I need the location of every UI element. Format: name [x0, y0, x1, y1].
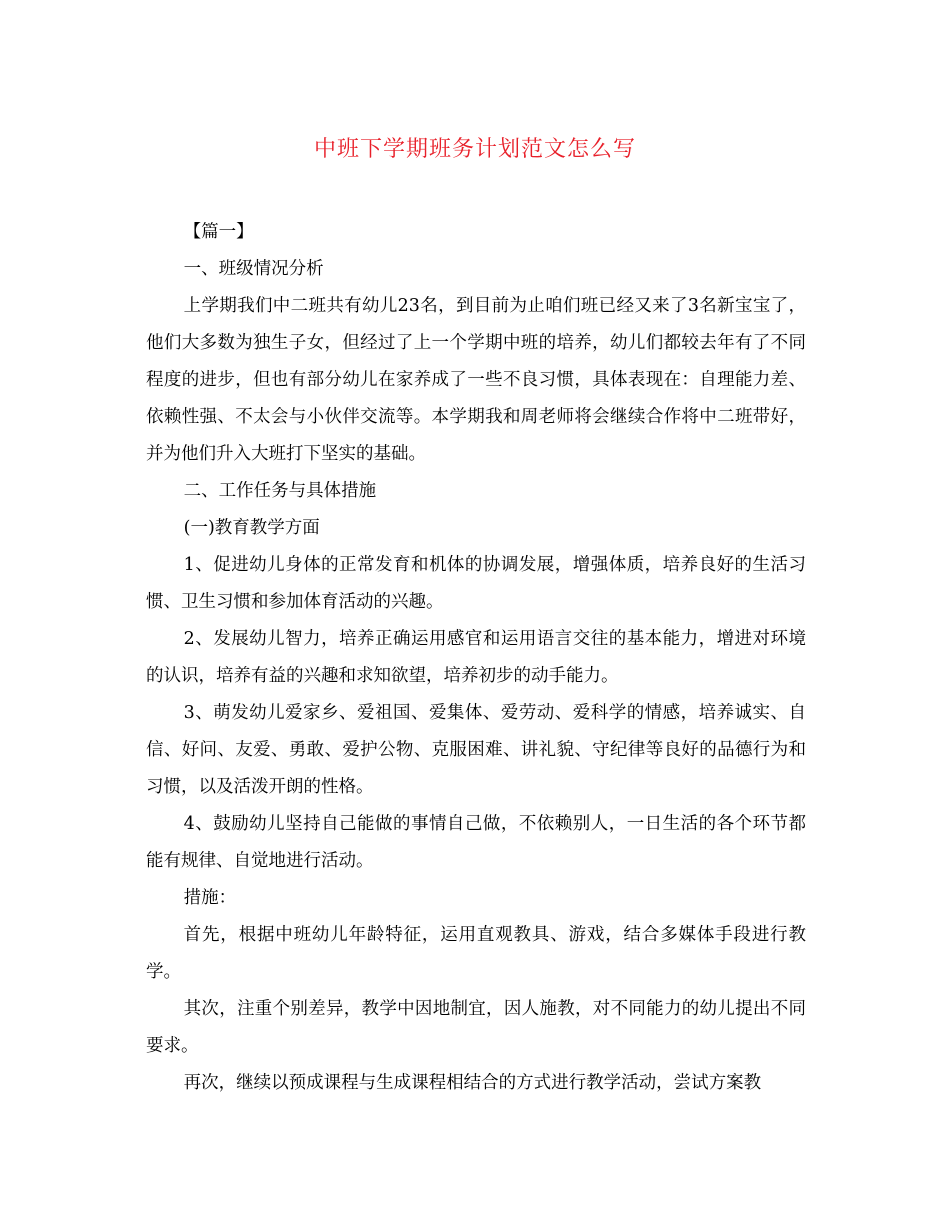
body-paragraph: 再次，继续以预成课程与生成课程相结合的方式进行教学活动，尝试方案教: [183, 1073, 762, 1093]
document-body: [146, 214, 806, 1102]
subsection-heading: (一)教育教学方面: [183, 518, 320, 538]
document-title: 中班下学期班务计划范文怎么写: [313, 137, 636, 162]
measures-heading: 措施：: [183, 888, 237, 908]
body-paragraph: 其次，注重个别差异，教学中因地制宜，因人施教，对不同能力的幼儿提出不同要求。: [146, 999, 806, 1056]
body-paragraph: 上学期我们中二班共有幼儿23名，到目前为止咱们班已经又来了3名新宝宝了，他们大多数为独生子女，但经过了上一个学期中班的培养，幼儿们都较去年有了不同程度的进步，但也有部分幼儿在家养成了一些不良习惯，具体表现在：自理能力差、依赖性强、不太会与小伙伴交流等。本学期我和周老师将会继续合作将中二班带好，并为他们升入大班打下坚实的基础。: [146, 296, 806, 464]
section-heading: 二、工作任务与具体措施: [183, 481, 377, 501]
list-item: 2、发展幼儿智力，培养正确运用感官和运用语言交往的基本能力，增进对环境的认识，培养有益的兴趣和求知欲望，培养初步的动手能力。: [146, 629, 806, 686]
list-item: 1、促进幼儿身体的正常发育和机体的协调发展，增强体质，培养良好的生活习惯、卫生习惯和参加体育活动的兴趣。: [146, 555, 806, 612]
section-label: 【篇一】: [183, 222, 254, 242]
section-heading: 一、班级情况分析: [183, 259, 324, 279]
list-item: 3、萌发幼儿爱家乡、爱祖国、爱集体、爱劳动、爱科学的情感，培养诚实、自信、好问、友爱、勇敢、爱护公物、克服困难、讲礼貌、守纪律等良好的品德行为和习惯，以及活泼开朗的性格。: [146, 703, 806, 797]
list-item: 4、鼓励幼儿坚持自己能做的事情自己做，不依赖别人，一日生活的各个环节都能有规律、自觉地进行活动。: [146, 814, 806, 871]
body-paragraph: 首先，根据中班幼儿年龄特征，运用直观教具、游戏，结合多媒体手段进行教学。: [146, 925, 806, 982]
